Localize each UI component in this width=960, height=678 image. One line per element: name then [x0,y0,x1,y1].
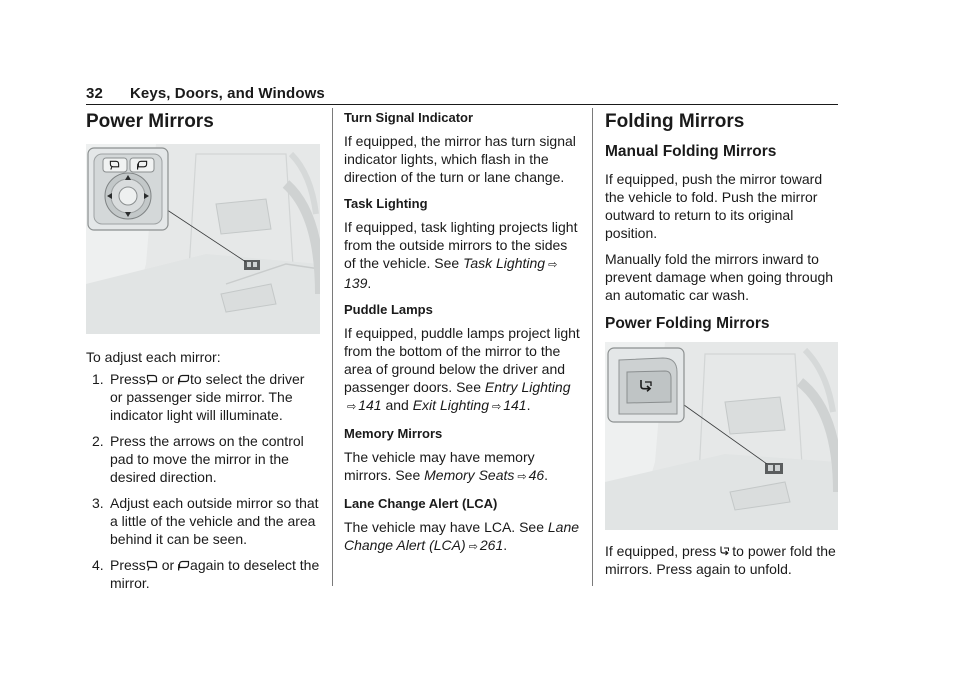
entry-lighting-page[interactable]: 141 [358,397,382,413]
lca-heading: Lane Change Alert (LCA) [344,496,498,511]
adjust-steps [86,370,320,592]
step-4: 4. Press or again to deselect the mirror. [92,557,320,591]
power-mirrors-heading: Power Mirrors [86,111,214,132]
task-lighting-link[interactable]: Task Lighting [463,255,546,271]
lca-link[interactable]: Lane Change Alert (LCA) [344,519,580,553]
manual-folding-text-2: Manually fold the mirrors inward to prevent damage when going through an automatic car wash. [605,251,834,303]
page-header [86,82,838,104]
page-reference-arrow-icon: ⇨ [517,471,527,483]
puddle-lamps-text: If equipped, puddle lamps project light from the bottom of the mirror to the area of ground below the driver and passenger doors. See Entry Lighting⇨ 141 and Exit Lighting ⇨ 141. [344,324,580,416]
turn-signal-text: If equipped, the mirror has turn signal indicator lights, which flash in the direction of the turn or lane change. [344,133,576,185]
manual-folding-text-1: If equipped, push the mirror toward the vehicle to fold. Push the mirror outward to return to its original position. [605,171,823,241]
header-rule [86,104,838,105]
right-mirror-select-icon [178,373,190,385]
memory-mirrors-text: The vehicle may have memory mirrors. See Memory Seats ⇨ 46. [344,448,580,486]
column-power-mirrors [86,108,320,600]
memory-seats-page[interactable]: 46 [528,467,545,483]
step-2: 2. Press the arrows on the control pad to move the mirror in the desired direction. [92,433,304,485]
column-folding-mirrors [605,108,838,578]
column-divider-2 [592,108,593,586]
mirror-control-illustration [86,144,320,334]
task-lighting-heading: Task Lighting [344,196,428,211]
left-mirror-select-icon [146,373,158,385]
memory-seats-link[interactable]: Memory Seats [424,467,515,483]
puddle-lamps-heading: Puddle Lamps [344,302,433,317]
page-reference-arrow-icon: ⇨ [492,401,502,413]
task-lighting-text: If equipped, task lighting projects light from the outside mirrors to the sides of the vehicle. See Task Lighting ⇨139. [344,219,578,291]
right-mirror-select-icon [178,559,190,571]
page-reference-arrow-icon: ⇨ [468,541,478,553]
entry-lighting-link[interactable]: Entry Lighting [484,379,571,395]
manual-folding-heading: Manual Folding Mirrors [605,143,777,160]
task-lighting-page[interactable]: 139 [344,275,368,291]
exit-lighting-page[interactable]: 141 [503,397,527,413]
folding-mirrors-heading: Folding Mirrors [605,111,745,132]
column-mirror-features [344,108,580,556]
page-reference-arrow-icon: ⇨ [347,401,357,413]
step-1: 1. Press or to select the driver or passenger side mirror. The indicator light will illuminate. [92,371,305,423]
intro-text: To adjust each mirror: [86,349,221,365]
turn-signal-heading: Turn Signal Indicator [344,110,474,125]
step-3: 3. Adjust each outside mirror so that a little of the vehicle and the area behind it can be seen. [92,495,319,547]
lca-text: The vehicle may have LCA. See Lane Change Alert (LCA) ⇨ 261. [344,518,580,556]
section-title: Keys, Doors, and Windows [130,85,325,102]
left-mirror-select-icon [146,559,158,571]
power-fold-mirror-icon [718,545,730,557]
column-divider-1 [332,108,333,586]
exit-lighting-link[interactable]: Exit Lighting [412,397,489,413]
power-fold-button-illustration [605,342,838,530]
memory-mirrors-heading: Memory Mirrors [344,426,443,441]
power-folding-heading: Power Folding Mirrors [605,315,770,332]
power-folding-text: If equipped, press to power fold the mirrors. Press again to unfold. [605,543,836,577]
page-reference-arrow-icon: ⇨ [548,259,558,271]
page-number: 32 [86,85,103,102]
lca-page[interactable]: 261 [479,537,504,553]
